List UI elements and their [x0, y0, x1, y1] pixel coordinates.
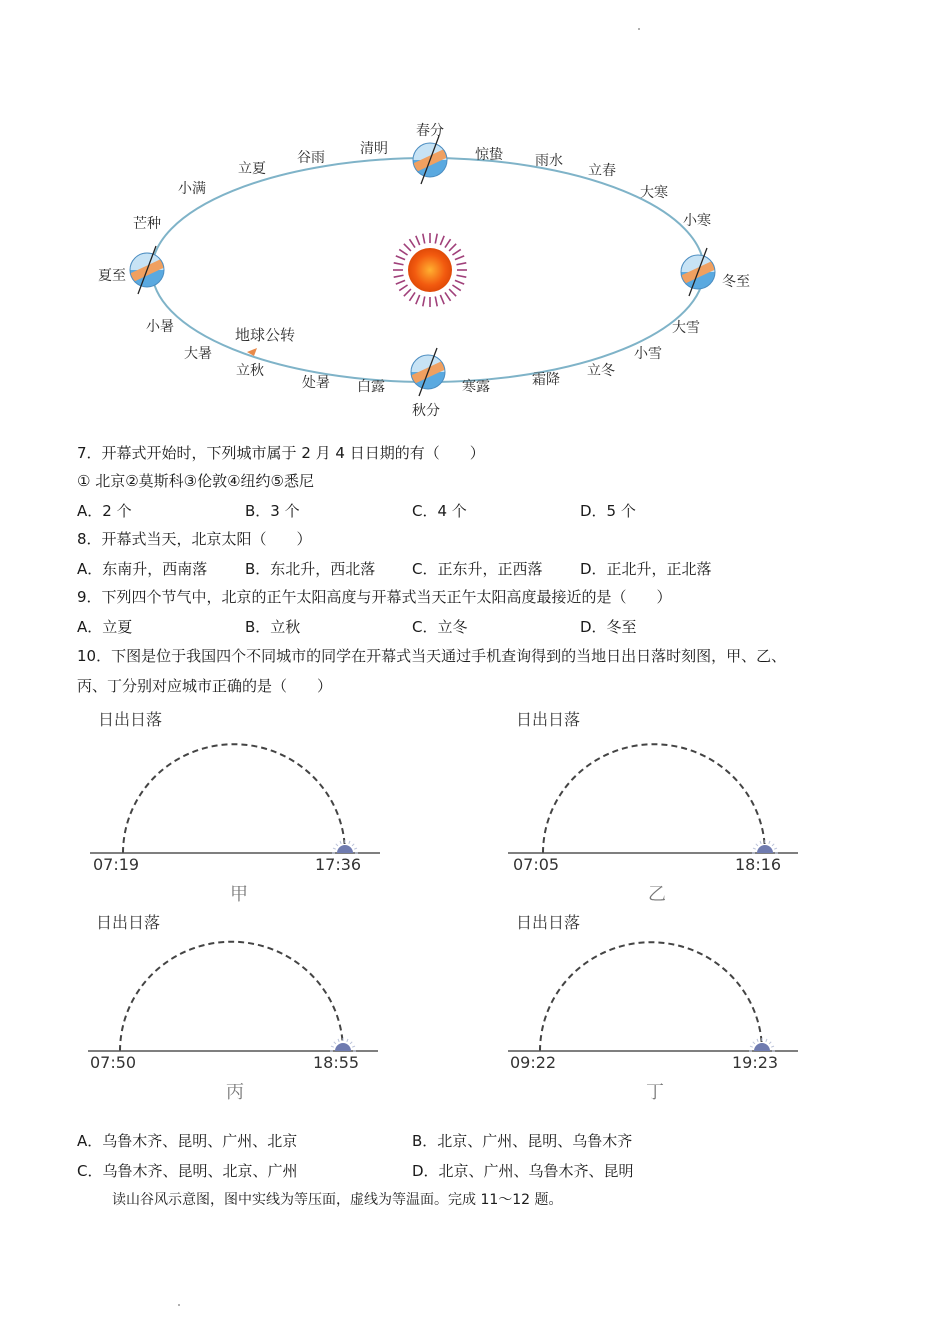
setting-sun-icon	[330, 1038, 356, 1051]
term-lichun: 立春	[588, 163, 616, 179]
diagram-title: 日出日落	[516, 710, 581, 729]
q8-option-c: C．正东升，正西落	[412, 560, 543, 578]
q9-option-d: D．冬至	[580, 618, 637, 636]
term-daxue: 大雪	[672, 320, 700, 336]
term-chunfen: 春分	[416, 123, 444, 139]
q9-option-a: A．立夏	[77, 618, 133, 636]
revolution-label: 地球公转	[235, 326, 296, 344]
q10-option-a: A．乌鲁木齐、昆明、广州、北京	[77, 1132, 298, 1150]
q8-stem: 8．开幕式当天，北京太阳（ ）	[77, 530, 312, 548]
q7-option-d: D．5 个	[580, 502, 636, 520]
q10-stem-line1: 10．下图是位于我国四个不同城市的同学在开幕式当天通过手机查询得到的当地日出日落时刻图，甲、乙、	[77, 647, 787, 665]
term-xiazhi: 夏至	[98, 268, 126, 284]
setting-sun-icon	[332, 840, 358, 853]
q9-stem: 9．下列四个节气中，北京的正午太阳高度与开幕式当天正午太阳高度最接近的是（ ）	[77, 588, 672, 606]
sunrise-sunset-diagram	[508, 908, 808, 1108]
term-chushu: 处暑	[302, 375, 330, 391]
term-qiufen: 秋分	[412, 403, 440, 419]
sunrise-time: 07:19	[93, 855, 140, 874]
q10-option-b: B．北京、广州、昆明、乌鲁木齐	[412, 1132, 633, 1150]
q7-option-a: A．2 个	[77, 502, 132, 520]
term-guyu: 谷雨	[297, 150, 325, 166]
diagram-title: 日出日落	[516, 913, 581, 932]
term-shuangjiang: 霜降	[532, 372, 560, 388]
earth-summer-icon	[117, 240, 177, 294]
diagram-name: 丙	[226, 1082, 244, 1103]
sun-icon	[393, 233, 467, 307]
q8-option-b: B．东北升，西北落	[245, 560, 376, 578]
sun-path-arc	[540, 942, 762, 1051]
diagram-title: 日出日落	[96, 913, 161, 932]
term-yushui: 雨水	[535, 153, 563, 169]
sunrise-time: 07:05	[513, 855, 560, 874]
q8-option-a: A．东南升，西南落	[77, 560, 208, 578]
q8-option-d: D．正北升，正北落	[580, 560, 712, 578]
term-bailu: 白露	[357, 379, 385, 395]
sunrise-sunset-diagram	[90, 705, 390, 905]
sunset-time: 19:23	[732, 1053, 779, 1072]
q9-option-c: C．立冬	[412, 618, 468, 636]
diagram-name: 甲	[230, 884, 248, 905]
sunrise-sunset-diagram	[88, 908, 388, 1108]
term-xiaoshu: 小暑	[146, 319, 174, 335]
earth-autumn-icon	[398, 342, 458, 396]
intro-11-12: 读山谷风示意图，图中实线为等压面，虚线为等温面。完成 11～12 题。	[112, 1192, 563, 1208]
term-hanlu: 寒露	[462, 379, 490, 395]
term-xiaoman: 小满	[178, 181, 206, 197]
term-liqiu: 立秋	[236, 363, 264, 379]
term-qingming: 清明	[360, 141, 388, 157]
term-mangzhong: 芒种	[133, 216, 161, 232]
term-xiaohan: 小寒	[683, 213, 711, 229]
scan-dot	[178, 1304, 180, 1306]
sunrise-time: 09:22	[510, 1053, 557, 1072]
q7-option-b: B．3 个	[245, 502, 300, 520]
sun-path-arc	[120, 942, 343, 1051]
term-lixia: 立夏	[238, 161, 266, 177]
q7-sub: ① 北京②莫斯科③伦敦④纽约⑤悉尼	[77, 472, 315, 490]
setting-sun-icon	[752, 840, 778, 853]
term-lidong: 立冬	[587, 363, 615, 379]
q10-option-d: D．北京、广州、乌鲁木齐、昆明	[412, 1162, 634, 1180]
q7-option-c: C．4 个	[412, 502, 467, 520]
sunrise-time: 07:50	[90, 1053, 137, 1072]
earth-winter-icon	[668, 242, 728, 296]
term-jingzhe: 惊蛰	[475, 147, 503, 163]
sunset-time: 17:36	[315, 855, 362, 874]
term-xiaoxue: 小雪	[634, 346, 662, 362]
q10-stem-line2: 丙、丁分别对应城市正确的是（ ）	[77, 677, 333, 695]
sunset-time: 18:55	[313, 1053, 360, 1072]
sunset-time: 18:16	[735, 855, 782, 874]
diagram-name: 丁	[646, 1082, 664, 1103]
scan-dot	[638, 28, 640, 30]
setting-sun-icon	[749, 1038, 775, 1051]
sun-path-arc	[543, 744, 765, 853]
term-dahan: 大寒	[640, 185, 668, 201]
q9-option-b: B．立秋	[245, 618, 301, 636]
term-dashu: 大暑	[184, 346, 212, 362]
q10-option-c: C．乌鲁木齐、昆明、北京、广州	[77, 1162, 298, 1180]
sunrise-sunset-diagram	[508, 705, 808, 905]
diagram-title: 日出日落	[98, 710, 163, 729]
sun-path-arc	[123, 744, 345, 853]
diagram-name: 乙	[648, 884, 666, 905]
q7-stem: 7．开幕式开始时，下列城市属于 2 月 4 日日期的有（ ）	[77, 444, 485, 462]
term-dongzhi: 冬至	[722, 274, 750, 290]
